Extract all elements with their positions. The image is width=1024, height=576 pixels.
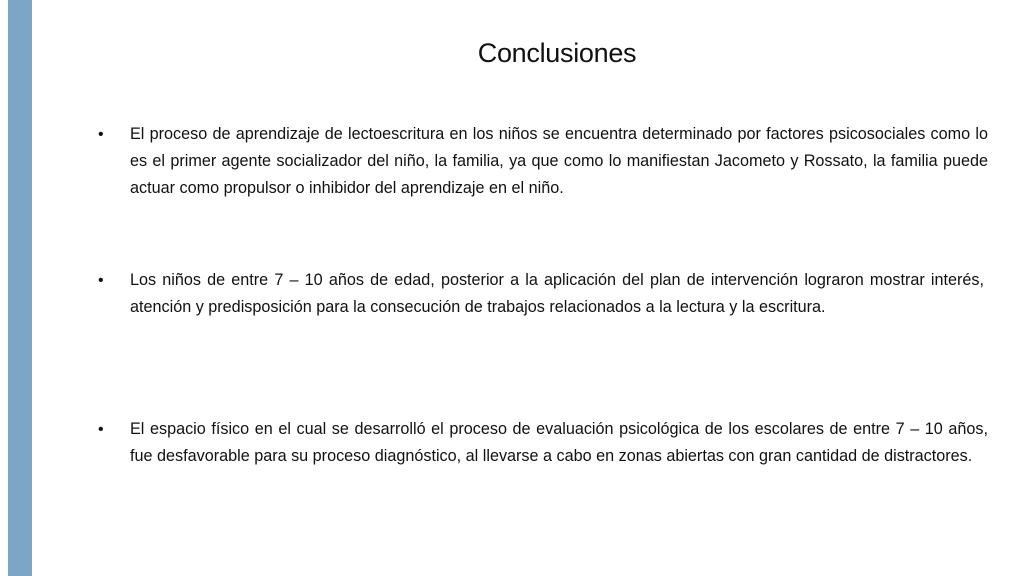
bullet-item — [96, 416, 988, 470]
bullet-item — [96, 121, 988, 202]
slide-title: Conclusiones — [477, 38, 637, 68]
bullet-icon: • — [98, 272, 104, 289]
bullet-icon: • — [98, 126, 104, 143]
bullet-text: Los niños de entre 7 – 10 años de edad, posterior a la aplicación del plan de intervención lograron mostrar interés, atención y predisposición para la consecución de trabajos relacionados a la lectura y la escritura. — [130, 271, 984, 316]
bullet-text: El espacio físico en el cual se desarrolló el proceso de evaluación psicológica de los escolares de entre 7 – 10 años, fue desfavorable para su proceso diagnóstico, al llevarse a cabo en zonas abiertas con gran cantidad de distractores. — [130, 420, 988, 465]
bullet-icon: • — [98, 421, 104, 438]
bullet-item — [96, 267, 984, 321]
slide-accent-bar — [8, 0, 32, 576]
bullet-text: El proceso de aprendizaje de lectoescritura en los niños se encuentra determinado por factores psicosociales como lo es el primer agente socializador del niño, la familia, ya que como lo manifiestan Jacometo y Rossato, la familia puede actuar como propulsor o inhibidor del aprendizaje en el niño. — [130, 125, 988, 197]
